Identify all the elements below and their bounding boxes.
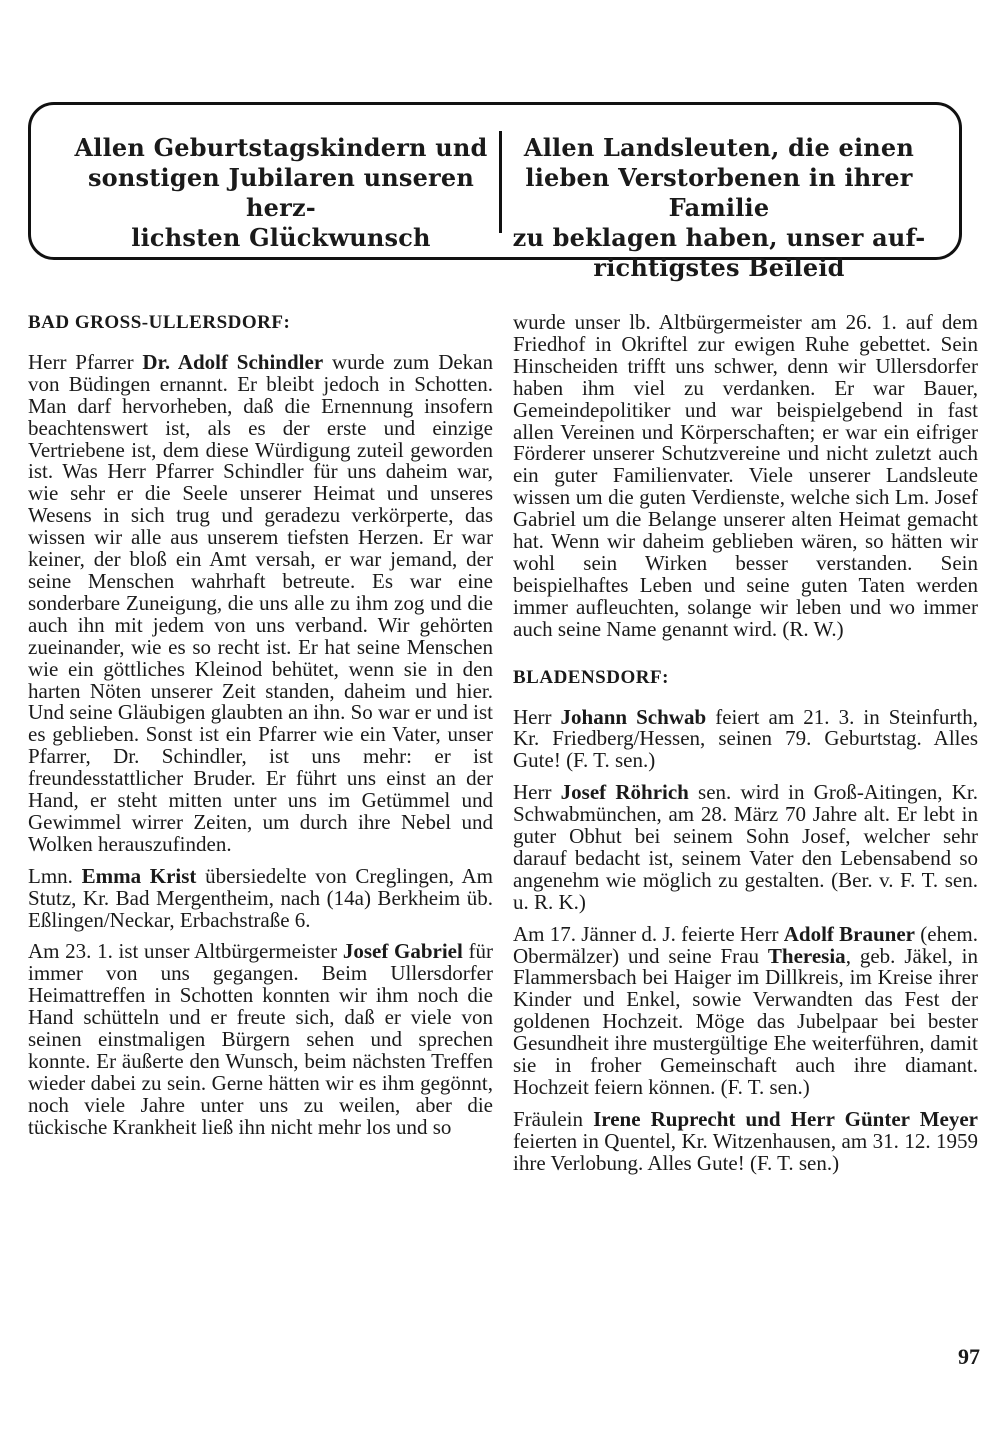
birthday-greeting: Allen Geburtstagskindern und sonstigen Jubilaren unseren herz- lichsten Glückwunsch [74, 133, 488, 252]
article-schindler: Herr Pfarrer Dr. Adolf Schindler wurde zum Dekan von Büdingen ernannt. Er bleibt jedoch in Schotten. Man darf hervorheben, daß die Ernennung insofern beachtenswert ist, als es der erste und einzige Vertriebene ist, dem diese Würdigung zuteil geworden ist. Was Herr Pfarrer Schindler für uns daheim war, wie sehr er die Seele unserer Heimat und unseres Wesens in sich trug und geradezu verkörperte, das wissen wir alle aus unserem tiefsten Herzen. Er war keiner, der bloß ein Amt versah, er war jemand, der seine Menschen wahrhaft betreute. Es war eine sonderbare Zuneigung, die uns alle zu ihm zog und die auch ihn mit jedem von uns verband. Wir gehörten zueinander, wie es so recht ist. Er hat seine Menschen wie ein göttliches Kleinod behütet, wenn sie in den harten Nöten unserer Zeit standen, daheim und hier. Und seine Gläubigen glaubten an ihn. So war er und ist es geblieben. Sonst ist ein Pfarrer wie ein Vater, unser Pfarrer, Dr. Schindler, ist uns mehr: er ist freundesstattlicher Bruder. Er führt uns einst an der Hand, er steht mitten unter uns im Getümmel und Gewimmel wirrer Zeiten, um durch ihre Nebel und Wolken herauszufinden. [28, 349, 493, 856]
article-roehrich: Herr Josef Röhrich sen. wird in Groß-Aitingen, Kr. Schwabmünchen, am 28. März 70 Jahre alt. Er lebt in guter Obhut bei seinem Sohn Josef, welcher sehr darauf bedacht ist, seinem Vater den Lebensabend so angenehm wie möglich zu gestalten. (Ber. v. F. T. sen. u. R. K.) [513, 780, 978, 914]
article-ruprecht-meyer: Fräulein Irene Ruprecht und Herr Günter Meyer feierten in Quentel, Kr. Witzenhausen, am 31. 12. 1959 ihre Verlobung. Alles Gute! (F. T. sen.) [513, 1106, 979, 1175]
page-number: 97 [958, 1344, 980, 1369]
article-schwab: Herr Johann Schwab feiert am 21. 3. in Steinfurth, Kr. Friedberg/Hessen, seinen 79. Geburtstag. Alles Gute! (F. T. sen.) [513, 704, 978, 773]
article-gabriel: Am 23. 1. ist unser Altbürgermeister Josef Gabriel für immer von uns gegangen. Beim Ullersdorfer Heimattreffen in Schotten konnten wir ihm noch die Hand schütteln und er freute sich, daß er viele von seinen einstmaligen Bürgern sehen und sprechen konnte. Er äußerte den Wunsch, beim nächsten Treffen wieder dabei zu sein. Gerne hätten wir es ihm gegönnt, noch viele Jahre unter uns zu weilen, aber die tückische Krankheit ließ ihn nicht mehr los und so [28, 939, 493, 1139]
right-column [513, 312, 978, 1185]
article-brauner: Am 17. Jänner d. J. feierte Herr Adolf Brauner (ehem. Obermälzer) und seine Frau Theresia, geb. Jäkel, in Flammersbach bei Haiger im Dillkreis, im Kreise ihrer Kinder und Enkel, sowie Verwandten das Fest der goldenen Hochzeit. Möge das Jubelpaar bei bester Gesundheit ihre mustergültige Ehe weiterführen, damit sie in froher Gemeinschaft auch ihre diamant. Hochzeit feiern können. (F. T. sen.) [513, 921, 978, 1099]
section-heading-bladensdorf: BLADENSDORF: [513, 666, 669, 688]
banner-divider [499, 131, 502, 233]
notice-banner [28, 102, 962, 282]
condolence-notice: Allen Landsleuten, die einen lieben Verstorbenen in ihrer Familie zu beklagen haben, unser auf- richtigstes Beileid [512, 133, 926, 282]
article-krist: Lmn. Emma Krist übersiedelte von Creglingen, Am Stutz, Kr. Bad Mergentheim, nach (14a) Berkheim üb. Eßlingen/Neckar, Erbachstraße 6. [28, 863, 493, 932]
article-gabriel-continued: wurde unser lb. Altbürgermeister am 26. 1. auf dem Friedhof in Okriftel zur ewigen Ruhe gebettet. Sein Hinscheiden trifft uns schwer, denn wir Ullersdorfer haben ihm viel zu verdanken. Er war Bauer, Gemeindepolitiker und war beispielgebend in fast allen Vereinen und Körperschaften; er war ein eifriger Förderer unserer Schutzvereine und nicht zuletzt auch ein guter Familienvater. Viele unserer Landsleute wissen um die guten Verdienste, welche sich Lm. Josef Gabriel um die Belange unserer alten Heimat gemacht hat. Wenn wir daheim geblieben wären, so hätten wir wohl sein Wirken besser verstanden. Sein beispielhaftes Leben und seine guten Taten werden immer aufleuchten, solange wir leben und wo immer auch seine Name genannt wird. (R. W.) [513, 310, 978, 641]
left-column [28, 312, 493, 1149]
section-heading-bad-gross-ullersdorf: BAD GROSS-ULLERSDORF: [28, 312, 291, 333]
